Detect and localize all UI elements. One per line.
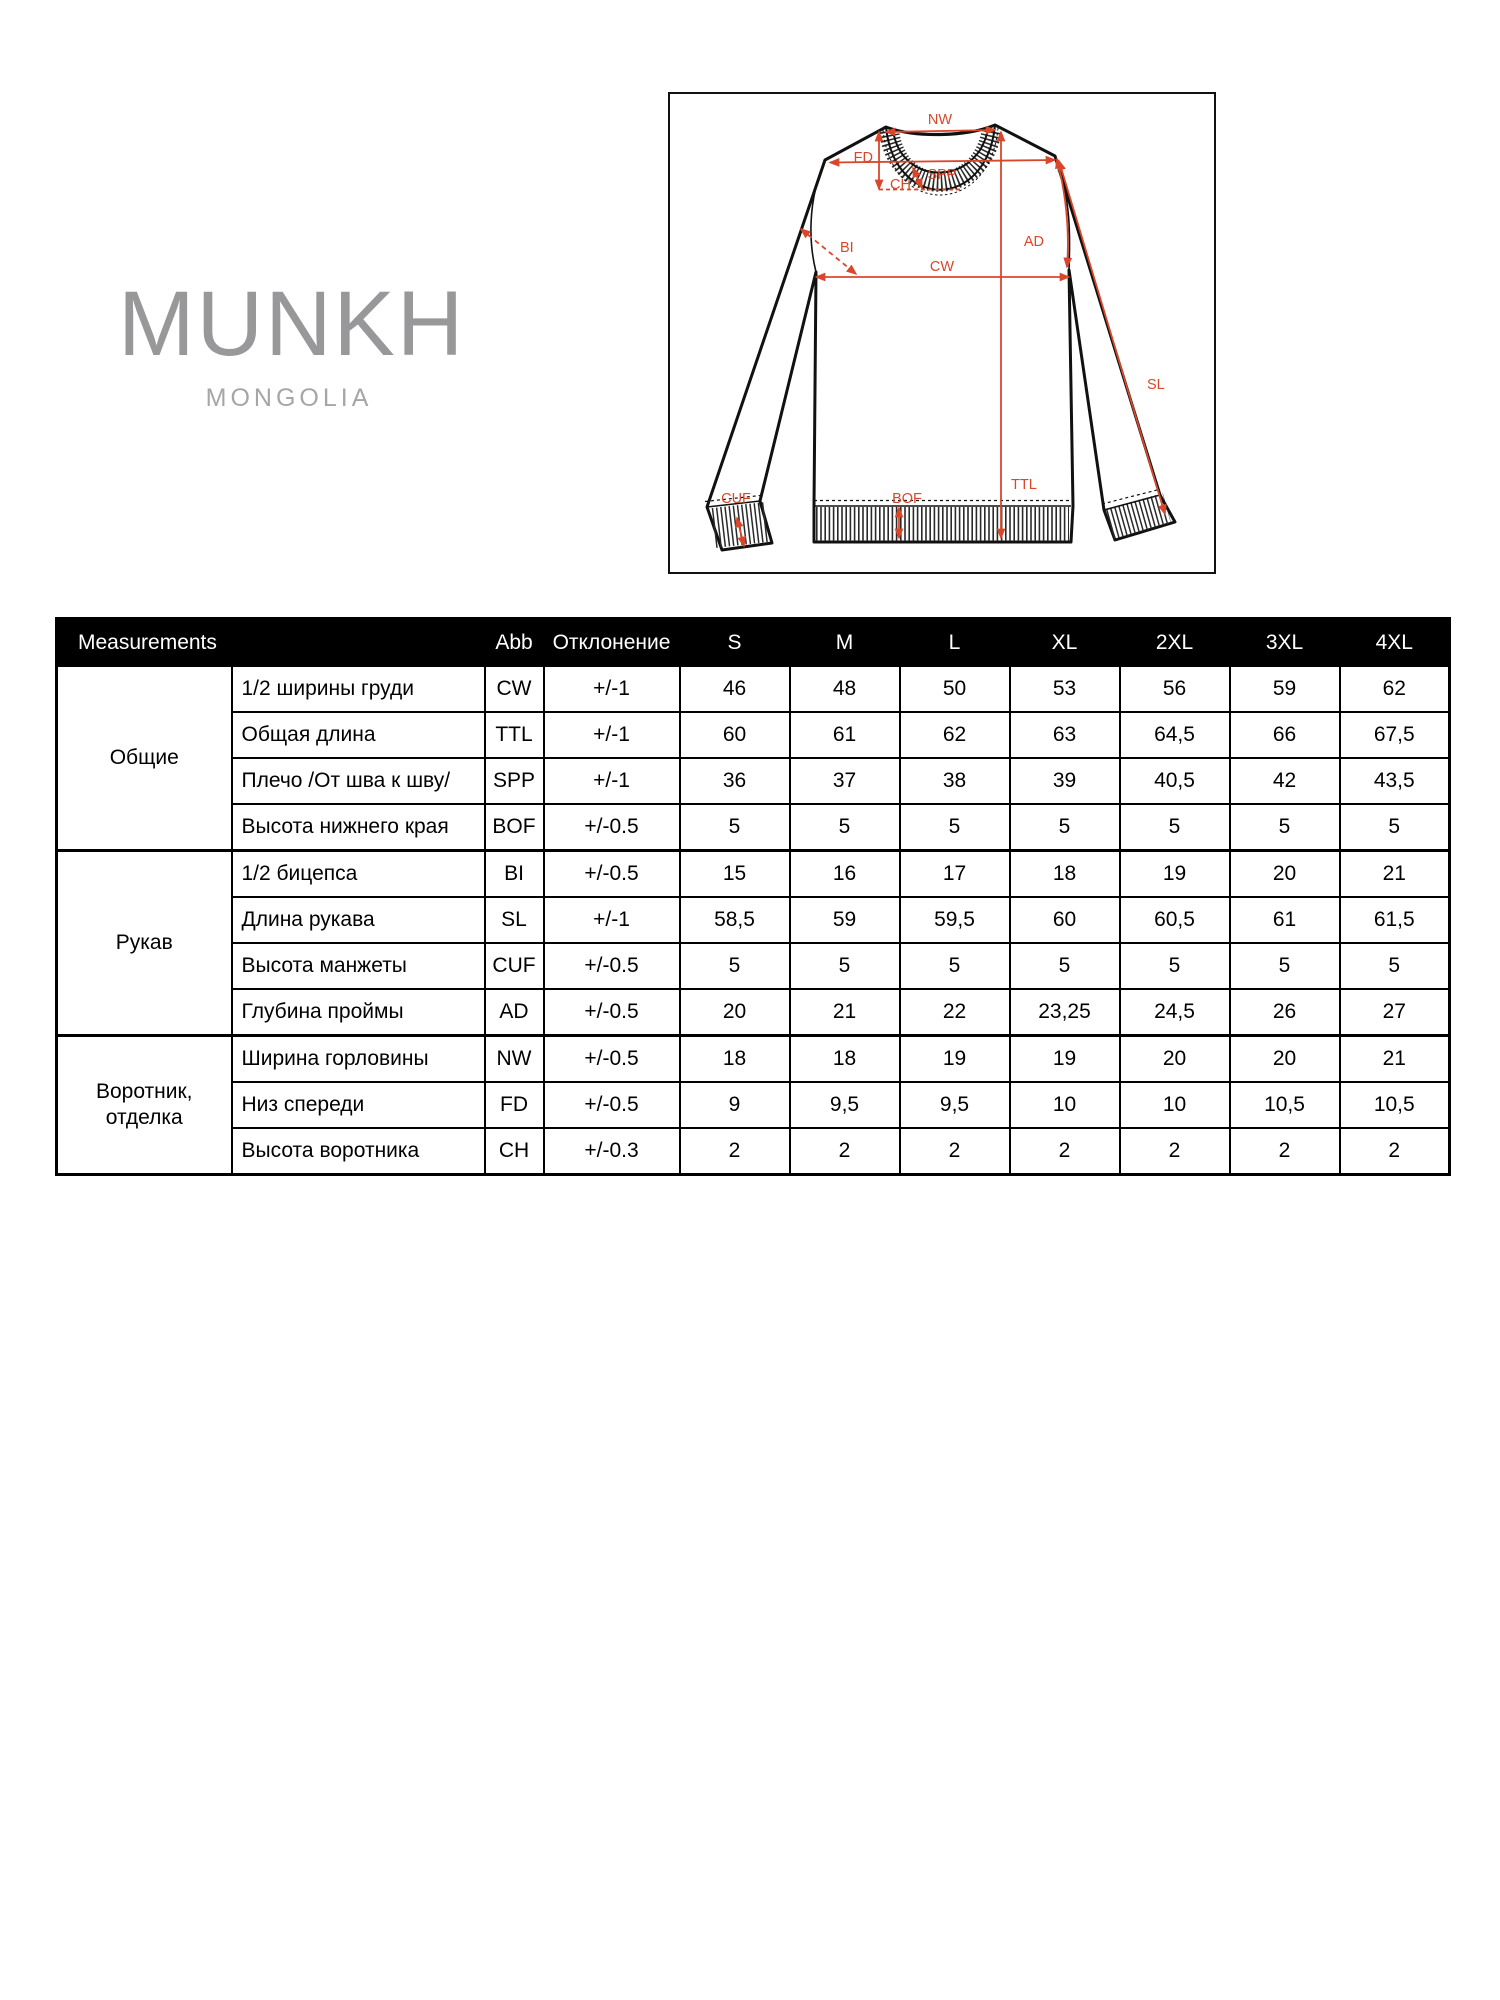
value-4xl: 43,5 bbox=[1340, 758, 1450, 804]
brand-logo bbox=[118, 273, 466, 413]
group-label-rukav: Рукав bbox=[57, 851, 232, 1036]
value-m: 61 bbox=[790, 712, 900, 758]
header-size-xl: XL bbox=[1010, 619, 1120, 667]
diagram-label-ad: AD bbox=[1023, 234, 1044, 250]
value-2xl: 60,5 bbox=[1120, 897, 1230, 943]
row-tolerance: +/-1 bbox=[544, 712, 680, 758]
value-3xl: 61 bbox=[1230, 897, 1340, 943]
table-row bbox=[57, 712, 1450, 758]
diagram-label-ttl: TTL bbox=[1011, 477, 1037, 493]
value-m: 18 bbox=[790, 1036, 900, 1083]
table-row bbox=[57, 851, 1450, 898]
value-xl: 5 bbox=[1010, 804, 1120, 851]
value-2xl: 40,5 bbox=[1120, 758, 1230, 804]
row-abb: AD bbox=[485, 989, 544, 1036]
value-xl: 19 bbox=[1010, 1036, 1120, 1083]
value-s: 60 bbox=[680, 712, 790, 758]
header-size-4xl: 4XL bbox=[1340, 619, 1450, 667]
value-m: 9,5 bbox=[790, 1082, 900, 1128]
value-xl: 2 bbox=[1010, 1128, 1120, 1175]
diagram-label-bof: BOF bbox=[892, 491, 922, 507]
value-m: 2 bbox=[790, 1128, 900, 1175]
brand-subtitle: MONGOLIA bbox=[205, 384, 373, 412]
row-name: Низ спереди bbox=[232, 1082, 485, 1128]
diagram-label-fd: FD bbox=[853, 150, 873, 166]
diagram-label-spp: SPP bbox=[927, 167, 957, 183]
value-l: 38 bbox=[900, 758, 1010, 804]
header-abb: Abb bbox=[485, 619, 544, 667]
value-3xl: 66 bbox=[1230, 712, 1340, 758]
row-name: Высота нижнего края bbox=[232, 804, 485, 851]
row-abb: BI bbox=[485, 851, 544, 898]
diagram-label-nw: NW bbox=[927, 112, 953, 128]
value-s: 46 bbox=[680, 666, 790, 712]
table-row bbox=[57, 989, 1450, 1036]
row-tolerance: +/-1 bbox=[544, 758, 680, 804]
value-3xl: 26 bbox=[1230, 989, 1340, 1036]
value-2xl: 64,5 bbox=[1120, 712, 1230, 758]
row-tolerance: +/-0.5 bbox=[544, 943, 680, 989]
value-l: 62 bbox=[900, 712, 1010, 758]
row-tolerance: +/-1 bbox=[544, 666, 680, 712]
value-4xl: 5 bbox=[1340, 804, 1450, 851]
row-tolerance: +/-0.5 bbox=[544, 989, 680, 1036]
value-2xl: 24,5 bbox=[1120, 989, 1230, 1036]
row-abb: NW bbox=[485, 1036, 544, 1083]
value-xl: 5 bbox=[1010, 943, 1120, 989]
size-chart-table bbox=[55, 617, 1451, 1176]
row-abb: CUF bbox=[485, 943, 544, 989]
table-row bbox=[57, 943, 1450, 989]
header-size-3xl: 3XL bbox=[1230, 619, 1340, 667]
value-l: 5 bbox=[900, 804, 1010, 851]
header-tolerance: Отклонение bbox=[544, 619, 680, 667]
table-row bbox=[57, 1128, 1450, 1175]
sweater-flat-drawing bbox=[670, 94, 1214, 572]
value-3xl: 59 bbox=[1230, 666, 1340, 712]
group-label-vorotnik: Воротник, отделка bbox=[57, 1036, 232, 1175]
value-4xl: 2 bbox=[1340, 1128, 1450, 1175]
table-row bbox=[57, 758, 1450, 804]
row-name: 1/2 ширины груди bbox=[232, 666, 485, 712]
row-name: Общая длина bbox=[232, 712, 485, 758]
value-s: 58,5 bbox=[680, 897, 790, 943]
value-l: 59,5 bbox=[900, 897, 1010, 943]
value-3xl: 10,5 bbox=[1230, 1082, 1340, 1128]
row-name: Высота манжеты bbox=[232, 943, 485, 989]
table-row bbox=[57, 1082, 1450, 1128]
header-size-l: L bbox=[900, 619, 1010, 667]
value-s: 5 bbox=[680, 943, 790, 989]
row-abb: TTL bbox=[485, 712, 544, 758]
value-2xl: 19 bbox=[1120, 851, 1230, 898]
row-tolerance: +/-0.5 bbox=[544, 1082, 680, 1128]
row-name: Ширина горловины bbox=[232, 1036, 485, 1083]
row-name: Высота воротника bbox=[232, 1128, 485, 1175]
value-s: 36 bbox=[680, 758, 790, 804]
row-name: Длина рукава bbox=[232, 897, 485, 943]
value-m: 16 bbox=[790, 851, 900, 898]
row-tolerance: +/-0.3 bbox=[544, 1128, 680, 1175]
value-xl: 63 bbox=[1010, 712, 1120, 758]
value-m: 5 bbox=[790, 943, 900, 989]
row-tolerance: +/-0.5 bbox=[544, 804, 680, 851]
value-2xl: 10 bbox=[1120, 1082, 1230, 1128]
row-tolerance: +/-0.5 bbox=[544, 851, 680, 898]
diagram-label-sl: SL bbox=[1147, 377, 1165, 393]
value-2xl: 2 bbox=[1120, 1128, 1230, 1175]
diagram-label-bi: BI bbox=[840, 240, 854, 256]
header-size-s: S bbox=[680, 619, 790, 667]
sweater-measurement-diagram bbox=[668, 92, 1216, 574]
row-tolerance: +/-1 bbox=[544, 897, 680, 943]
value-l: 19 bbox=[900, 1036, 1010, 1083]
value-4xl: 21 bbox=[1340, 1036, 1450, 1083]
header-measurements: Measurements bbox=[57, 619, 485, 667]
row-name: 1/2 бицепса bbox=[232, 851, 485, 898]
header-size-2xl: 2XL bbox=[1120, 619, 1230, 667]
row-abb: FD bbox=[485, 1082, 544, 1128]
value-3xl: 5 bbox=[1230, 943, 1340, 989]
value-l: 5 bbox=[900, 943, 1010, 989]
value-xl: 23,25 bbox=[1010, 989, 1120, 1036]
value-l: 2 bbox=[900, 1128, 1010, 1175]
value-xl: 10 bbox=[1010, 1082, 1120, 1128]
value-s: 9 bbox=[680, 1082, 790, 1128]
value-l: 50 bbox=[900, 666, 1010, 712]
value-4xl: 62 bbox=[1340, 666, 1450, 712]
table-row bbox=[57, 1036, 1450, 1083]
value-4xl: 5 bbox=[1340, 943, 1450, 989]
value-2xl: 5 bbox=[1120, 943, 1230, 989]
value-s: 20 bbox=[680, 989, 790, 1036]
value-2xl: 20 bbox=[1120, 1036, 1230, 1083]
value-3xl: 42 bbox=[1230, 758, 1340, 804]
header-size-m: M bbox=[790, 619, 900, 667]
value-xl: 18 bbox=[1010, 851, 1120, 898]
value-l: 9,5 bbox=[900, 1082, 1010, 1128]
value-4xl: 21 bbox=[1340, 851, 1450, 898]
value-4xl: 67,5 bbox=[1340, 712, 1450, 758]
row-abb: SL bbox=[485, 897, 544, 943]
table-row bbox=[57, 897, 1450, 943]
row-abb: SPP bbox=[485, 758, 544, 804]
value-s: 15 bbox=[680, 851, 790, 898]
value-s: 18 bbox=[680, 1036, 790, 1083]
value-xl: 60 bbox=[1010, 897, 1120, 943]
value-m: 48 bbox=[790, 666, 900, 712]
row-abb: CH bbox=[485, 1128, 544, 1175]
value-4xl: 27 bbox=[1340, 989, 1450, 1036]
row-name: Глубина проймы bbox=[232, 989, 485, 1036]
row-abb: BOF bbox=[485, 804, 544, 851]
group-label-obschie: Общие bbox=[57, 666, 232, 851]
table-header-row bbox=[57, 619, 1450, 667]
value-4xl: 10,5 bbox=[1340, 1082, 1450, 1128]
value-3xl: 5 bbox=[1230, 804, 1340, 851]
value-xl: 53 bbox=[1010, 666, 1120, 712]
value-3xl: 20 bbox=[1230, 1036, 1340, 1083]
value-4xl: 61,5 bbox=[1340, 897, 1450, 943]
value-m: 59 bbox=[790, 897, 900, 943]
value-3xl: 20 bbox=[1230, 851, 1340, 898]
value-2xl: 56 bbox=[1120, 666, 1230, 712]
value-l: 22 bbox=[900, 989, 1010, 1036]
row-abb: CW bbox=[485, 666, 544, 712]
diagram-label-cw: CW bbox=[929, 259, 955, 275]
value-m: 21 bbox=[790, 989, 900, 1036]
table-row bbox=[57, 666, 1450, 712]
row-tolerance: +/-0.5 bbox=[544, 1036, 680, 1083]
value-m: 5 bbox=[790, 804, 900, 851]
value-m: 37 bbox=[790, 758, 900, 804]
diagram-label-ch: CH bbox=[890, 177, 911, 193]
value-3xl: 2 bbox=[1230, 1128, 1340, 1175]
table-row bbox=[57, 804, 1450, 851]
brand-name: MUNKH bbox=[118, 273, 466, 375]
value-s: 2 bbox=[680, 1128, 790, 1175]
row-name: Плечо /От шва к шву/ bbox=[232, 758, 485, 804]
diagram-label-cuf: CUF bbox=[721, 491, 751, 507]
value-s: 5 bbox=[680, 804, 790, 851]
value-2xl: 5 bbox=[1120, 804, 1230, 851]
value-xl: 39 bbox=[1010, 758, 1120, 804]
value-l: 17 bbox=[900, 851, 1010, 898]
